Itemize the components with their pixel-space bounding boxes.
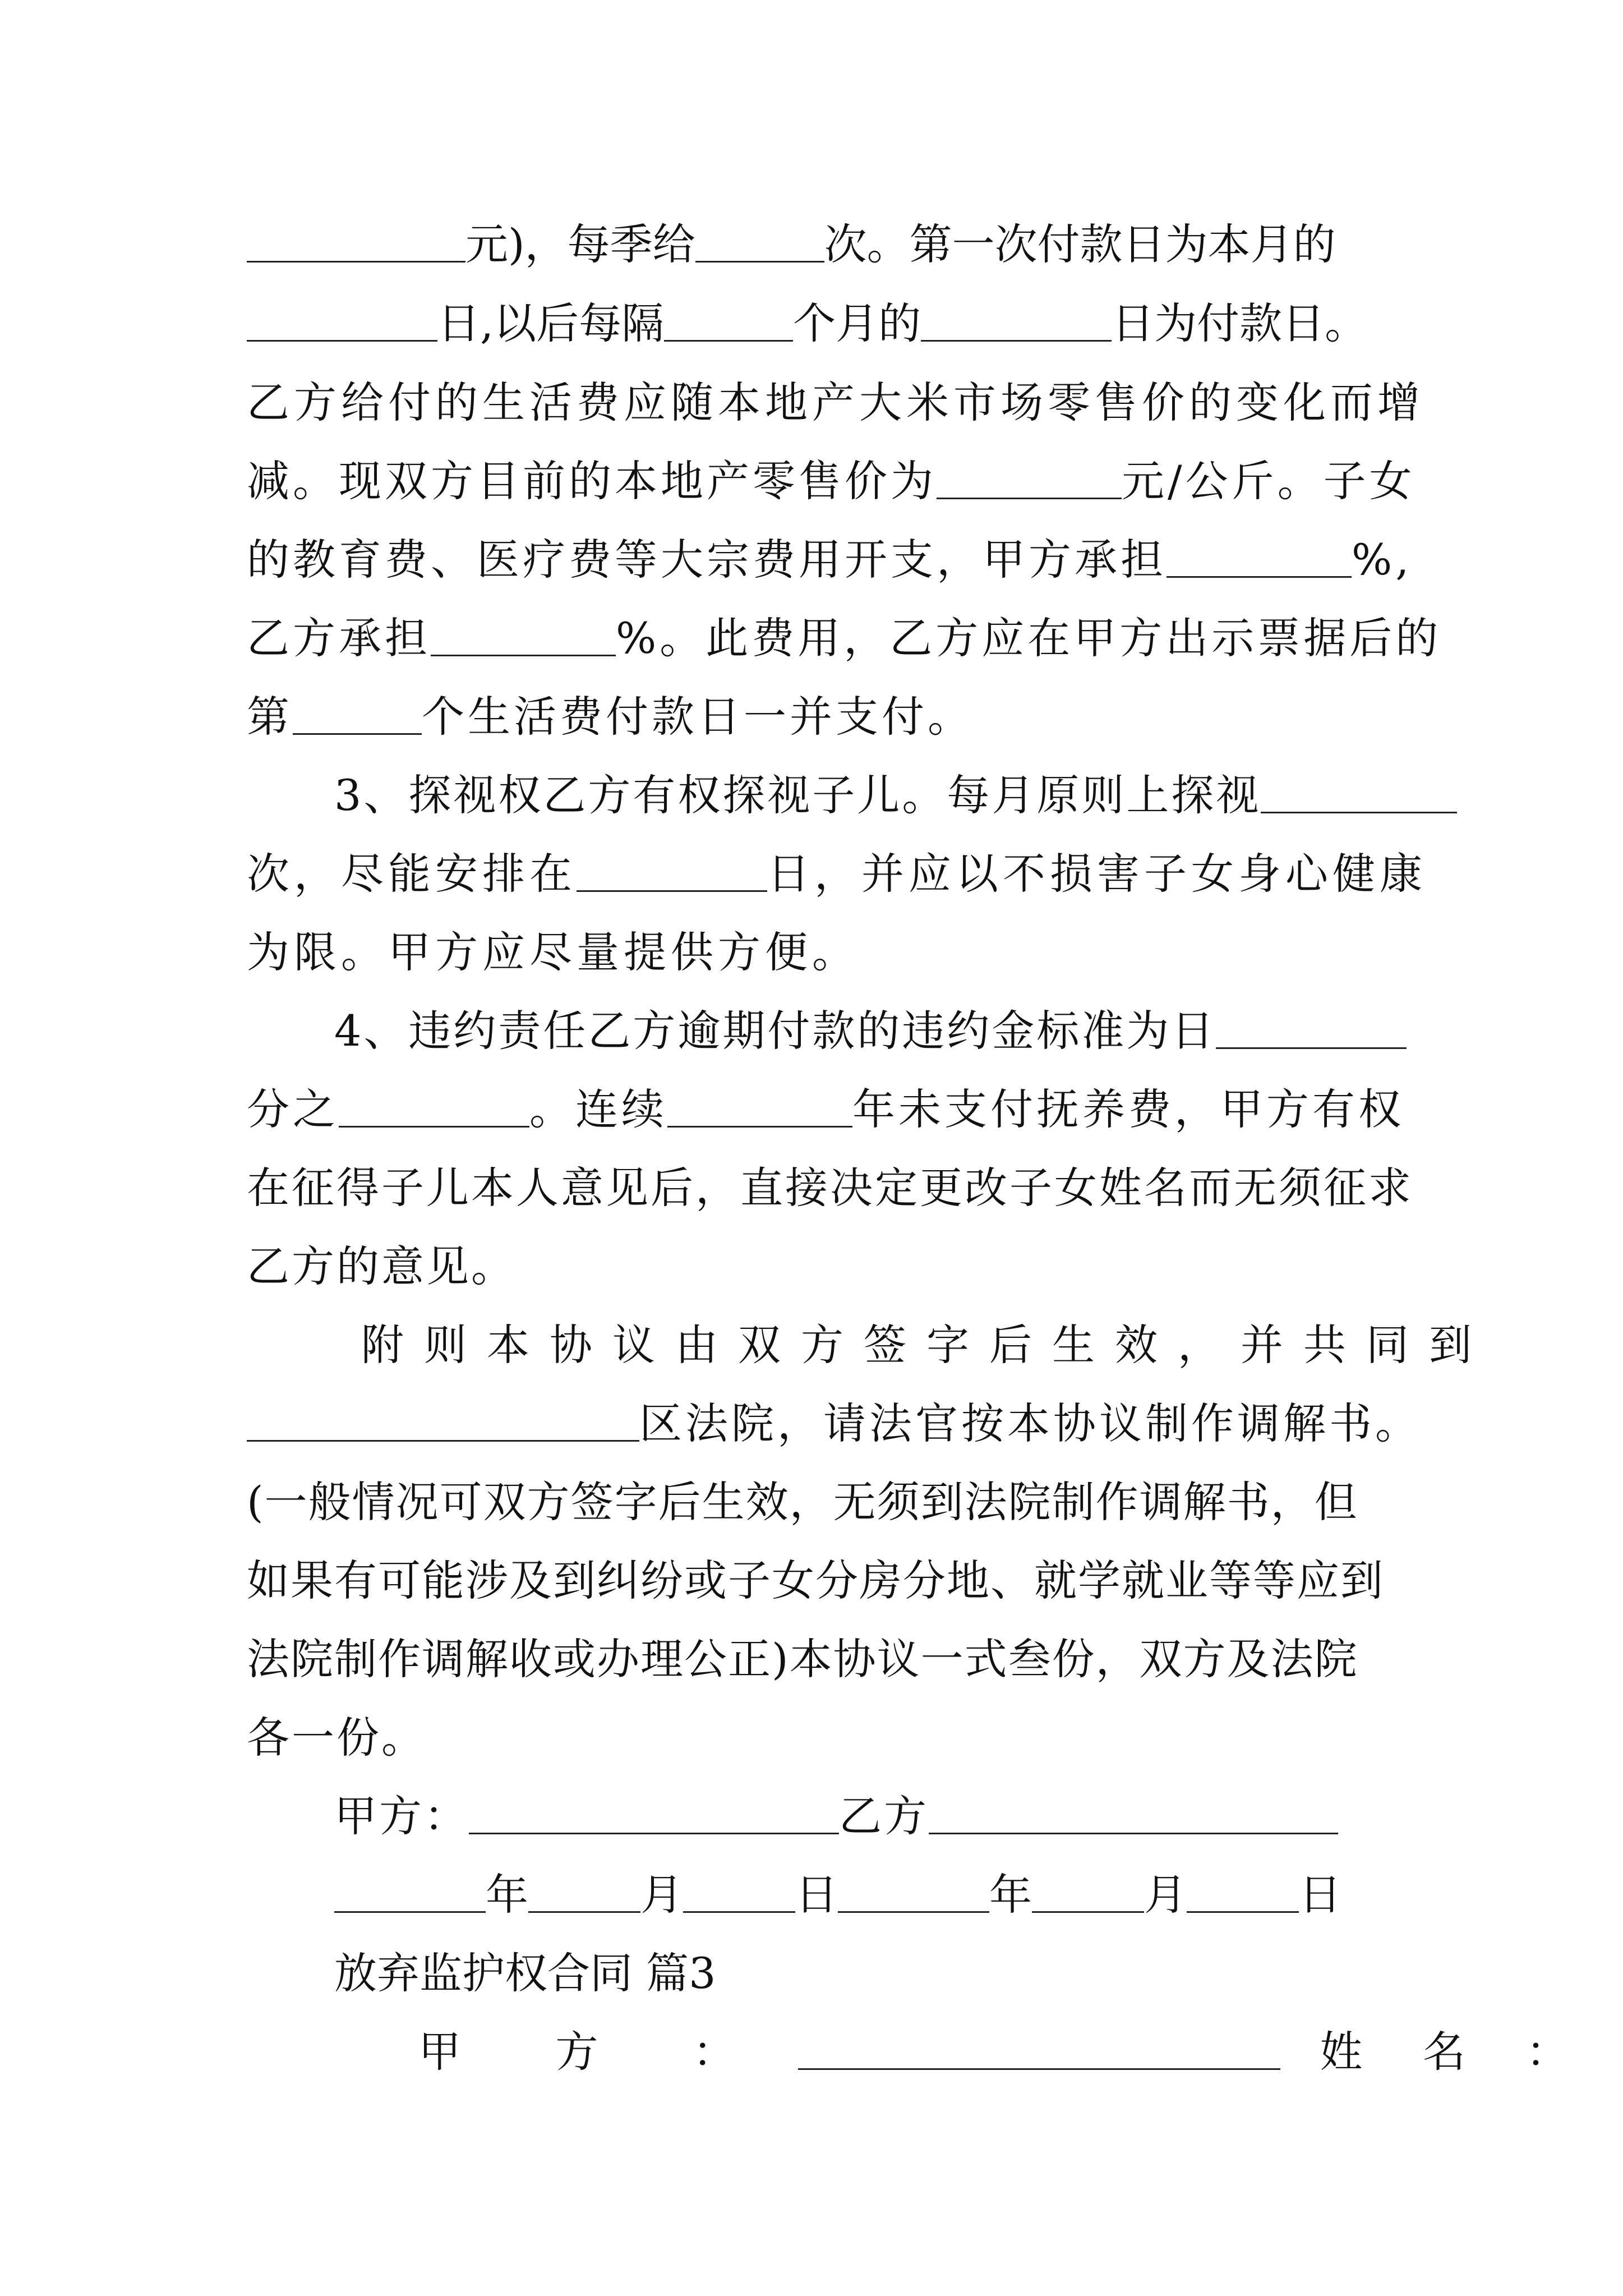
text-segment: 分之 bbox=[247, 1084, 339, 1134]
month-blank bbox=[528, 1911, 640, 1913]
signature-line bbox=[334, 1791, 1338, 1841]
text-line bbox=[247, 378, 1424, 427]
text-line bbox=[247, 1634, 1358, 1684]
text-segment: 如果有可能涉及到纠纷或子女分房分地、就学就业等等应到 bbox=[247, 1556, 1384, 1605]
date-unit: 年 bbox=[989, 1870, 1032, 1920]
text-segment: 。连续 bbox=[529, 1084, 667, 1134]
date-unit: 日 bbox=[795, 1870, 838, 1920]
party-b-blank bbox=[929, 1832, 1338, 1834]
fill-blank bbox=[577, 890, 767, 892]
year-blank bbox=[334, 1911, 486, 1913]
text-line bbox=[247, 1556, 1384, 1605]
text-segment: 乙方给付的生活费应随本地产大米市场零售价的变化而增 bbox=[247, 378, 1424, 427]
fill-blank bbox=[247, 260, 465, 263]
year-blank bbox=[838, 1911, 989, 1913]
text-line bbox=[247, 1241, 516, 1291]
text-line bbox=[247, 1163, 1413, 1213]
section-heading bbox=[334, 1948, 716, 1998]
date-unit: 月 bbox=[640, 1870, 683, 1920]
date-unit: 日 bbox=[1299, 1870, 1341, 1920]
heading-text: 放弃监护权合同 篇3 bbox=[334, 1948, 716, 1998]
text-segment: 区法院，请法官按本协议制作调解书。 bbox=[639, 1398, 1421, 1448]
text-line bbox=[247, 613, 1442, 663]
text-line bbox=[247, 849, 1427, 899]
fill-blank bbox=[921, 339, 1112, 342]
fill-blank bbox=[695, 260, 824, 263]
fill-blank bbox=[1261, 811, 1457, 813]
text-line bbox=[361, 1320, 1492, 1370]
text-segment: 次。第一次付款日为本月的 bbox=[824, 219, 1336, 269]
text-line bbox=[247, 219, 1336, 269]
text-line bbox=[247, 1084, 1404, 1134]
text-segment: 乙方的意见。 bbox=[247, 1241, 516, 1291]
day-blank bbox=[683, 1911, 795, 1913]
fill-blank bbox=[247, 1439, 639, 1442]
name-label: 姓 名 ： bbox=[1320, 2027, 1592, 2077]
party-a-blank bbox=[798, 2068, 1280, 2070]
text-segment: 减。现双方目前的本地产零售价为 bbox=[247, 456, 937, 506]
text-line bbox=[247, 535, 1413, 585]
fill-blank bbox=[293, 733, 422, 735]
party-a-blank bbox=[469, 1832, 839, 1834]
text-segment: 日,以后每隔 bbox=[437, 298, 665, 348]
text-segment: 日，并应以不损害子女身心健康 bbox=[767, 849, 1427, 899]
text-line bbox=[247, 927, 859, 977]
text-segment: 乙方承担 bbox=[247, 613, 431, 663]
text-line bbox=[247, 692, 974, 742]
month-blank bbox=[1032, 1911, 1144, 1913]
fill-blank bbox=[247, 339, 437, 342]
text-line bbox=[247, 456, 1415, 506]
fill-blank bbox=[664, 339, 793, 342]
text-segment: 法院制作调解收或办理公正)本协议一式叁份，双方及法院 bbox=[247, 1634, 1358, 1684]
text-segment: 次，尽能安排在 bbox=[247, 849, 577, 899]
text-segment: 日为付款日。 bbox=[1112, 298, 1368, 348]
text-segment: 个月的 bbox=[793, 298, 921, 348]
text-line bbox=[247, 1398, 1421, 1448]
text-line bbox=[334, 1006, 1407, 1056]
text-segment: (一般情况可双方签字后生效，无须到法院制作调解书，但 bbox=[247, 1477, 1358, 1527]
text-segment: 元/公斤。子女 bbox=[1122, 456, 1415, 506]
text-segment: 附则本协议由双方签字后生效，并共同到 bbox=[361, 1320, 1492, 1370]
text-line bbox=[247, 1713, 426, 1763]
fill-blank bbox=[1216, 1047, 1407, 1049]
fill-blank bbox=[339, 1125, 529, 1128]
text-segment: 4、违约责任乙方逾期付款的违约金标准为日 bbox=[334, 1006, 1216, 1056]
date-unit: 月 bbox=[1144, 1870, 1187, 1920]
fill-blank bbox=[937, 497, 1122, 499]
date-line bbox=[334, 1870, 1341, 1920]
text-line bbox=[418, 2027, 1592, 2077]
text-segment: 的教育费、医疗费等大宗费用开支，甲方承担 bbox=[247, 535, 1166, 585]
text-segment: 各一份。 bbox=[247, 1713, 426, 1763]
text-segment: %, bbox=[1352, 535, 1413, 585]
party-b-label: 乙方 bbox=[839, 1791, 929, 1841]
text-segment: 为限。甲方应尽量提供方便。 bbox=[247, 927, 859, 977]
party-a-label: 甲方： bbox=[334, 1791, 469, 1841]
fill-blank bbox=[1166, 576, 1352, 578]
day-blank bbox=[1187, 1911, 1299, 1913]
text-segment: 第 bbox=[247, 692, 293, 742]
party-a-label: 甲 方 ： bbox=[418, 2027, 776, 2077]
text-segment: %。此费用，乙方应在甲方出示票据后的 bbox=[616, 613, 1442, 663]
text-segment: 在征得子儿本人意见后，直接决定更改子女姓名而无须征求 bbox=[247, 1163, 1413, 1213]
text-segment: 个生活费付款日一并支付。 bbox=[422, 692, 974, 742]
text-segment: 元)，每季给 bbox=[465, 219, 695, 269]
date-unit: 年 bbox=[486, 1870, 528, 1920]
text-segment: 3、探视权乙方有权探视子儿。每月原则上探视 bbox=[334, 770, 1261, 820]
text-line bbox=[247, 1477, 1358, 1527]
fill-blank bbox=[431, 654, 616, 656]
text-segment: 年未支付抚养费，甲方有权 bbox=[852, 1084, 1404, 1134]
fill-blank bbox=[667, 1125, 852, 1128]
text-line bbox=[334, 770, 1457, 820]
text-line bbox=[247, 298, 1368, 348]
